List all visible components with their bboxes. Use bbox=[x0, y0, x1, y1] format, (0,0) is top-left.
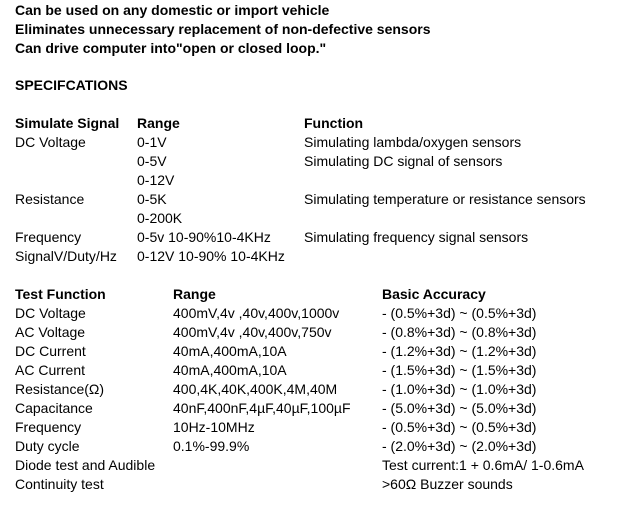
simulate-range-cell: 0-5K bbox=[137, 191, 167, 207]
simulate-range-header: Range bbox=[137, 115, 180, 131]
simulate-row bbox=[0, 190, 622, 209]
simulate-function-cell: Simulating frequency signal sensors bbox=[304, 229, 529, 245]
test-range-cell: 40mA,400mA,10A bbox=[173, 343, 287, 359]
test-range-cell: 400mV,4v ,40v,400v,750v bbox=[173, 324, 332, 340]
test-accuracy-cell: - (1.0%+3d) ~ (1.0%+3d) bbox=[382, 381, 537, 397]
test-accuracy-cell: Test current:1 + 0.6mA/ 1-0.6mA bbox=[382, 457, 584, 473]
simulate-signal-cell: DC Voltage bbox=[15, 134, 86, 150]
test-row bbox=[0, 456, 622, 475]
simulate-row bbox=[0, 133, 622, 152]
test-range-cell: 40nF,400nF,4µF,40µF,100µF bbox=[173, 400, 351, 416]
simulate-function-cell: Simulating DC signal of sensors bbox=[304, 153, 503, 169]
simulate-range-cell: 0-5v 10-90%10-4KHz bbox=[137, 229, 271, 245]
test-row bbox=[0, 475, 622, 494]
test-accuracy-header: Basic Accuracy bbox=[382, 286, 486, 302]
simulate-signal-cell: Resistance bbox=[15, 191, 85, 207]
test-row bbox=[0, 399, 622, 418]
test-function-cell: Resistance(Ω) bbox=[15, 381, 105, 397]
test-range-cell: 400,4K,40K,400K,4M,40M bbox=[173, 381, 338, 397]
test-accuracy-cell: - (1.2%+3d) ~ (1.2%+3d) bbox=[382, 343, 537, 359]
simulate-range-cell: 0-12V 10-90% 10-4KHz bbox=[137, 248, 285, 264]
test-row bbox=[0, 418, 622, 437]
test-accuracy-cell: - (5.0%+3d) ~ (5.0%+3d) bbox=[382, 400, 537, 416]
simulate-function-cell: Simulating lambda/oxygen sensors bbox=[304, 134, 522, 150]
intro-line-1: Can be used on any domestic or import vehicle bbox=[15, 2, 330, 18]
simulate-signal-cell: Frequency bbox=[15, 229, 82, 245]
simulate-row bbox=[0, 152, 622, 171]
test-row bbox=[0, 380, 622, 399]
simulate-signal-cell: SignalV/Duty/Hz bbox=[15, 248, 117, 264]
test-function-cell: Duty cycle bbox=[15, 438, 80, 454]
test-accuracy-cell: >60Ω Buzzer sounds bbox=[382, 476, 513, 492]
test-row bbox=[0, 323, 622, 342]
test-accuracy-cell: - (2.0%+3d) ~ (2.0%+3d) bbox=[382, 438, 537, 454]
test-function-cell: Diode test and Audible bbox=[15, 457, 156, 473]
simulate-row bbox=[0, 247, 622, 266]
test-header-row bbox=[0, 285, 622, 304]
test-row bbox=[0, 437, 622, 456]
test-accuracy-cell: - (0.5%+3d) ~ (0.5%+3d) bbox=[382, 305, 537, 321]
intro-line-3: Can drive computer into"open or closed loop." bbox=[15, 40, 327, 56]
test-row bbox=[0, 304, 622, 323]
test-function-cell: Capacitance bbox=[15, 400, 93, 416]
test-row bbox=[0, 361, 622, 380]
intro-line-2: Eliminates unnecessary replacement of non-defective sensors bbox=[15, 21, 431, 37]
test-function-cell: AC Current bbox=[15, 362, 86, 378]
test-range-cell: 40mA,400mA,10A bbox=[173, 362, 287, 378]
simulate-row bbox=[0, 171, 622, 190]
simulate-function-header: Function bbox=[304, 115, 364, 131]
simulate-range-cell: 0-12V bbox=[137, 172, 175, 188]
test-row bbox=[0, 342, 622, 361]
test-function-cell: DC Voltage bbox=[15, 305, 86, 321]
test-accuracy-cell: - (1.5%+3d) ~ (1.5%+3d) bbox=[382, 362, 537, 378]
test-accuracy-cell: - (0.8%+3d) ~ (0.8%+3d) bbox=[382, 324, 537, 340]
simulate-function-cell: Simulating temperature or resistance sensors bbox=[304, 191, 586, 207]
test-accuracy-cell: - (0.5%+3d) ~ (0.5%+3d) bbox=[382, 419, 537, 435]
simulate-row bbox=[0, 228, 622, 247]
test-function-header: Test Function bbox=[15, 286, 106, 302]
test-function-cell: DC Current bbox=[15, 343, 86, 359]
simulate-signal-header: Simulate Signal bbox=[15, 115, 120, 131]
simulate-range-cell: 0-200K bbox=[137, 210, 183, 226]
simulate-header-row bbox=[0, 114, 622, 133]
test-range-header: Range bbox=[173, 286, 216, 302]
specifications-title: SPECIFCATIONS bbox=[15, 77, 128, 93]
simulate-row bbox=[0, 209, 622, 228]
test-function-cell: AC Voltage bbox=[15, 324, 86, 340]
test-range-cell: 400mV,4v ,40v,400v,1000v bbox=[173, 305, 340, 321]
test-function-cell: Continuity test bbox=[15, 476, 104, 492]
test-range-cell: 10Hz-10MHz bbox=[173, 419, 255, 435]
test-range-cell: 0.1%-99.9% bbox=[173, 438, 250, 454]
test-function-cell: Frequency bbox=[15, 419, 82, 435]
simulate-range-cell: 0-5V bbox=[137, 153, 167, 169]
simulate-range-cell: 0-1V bbox=[137, 134, 167, 150]
